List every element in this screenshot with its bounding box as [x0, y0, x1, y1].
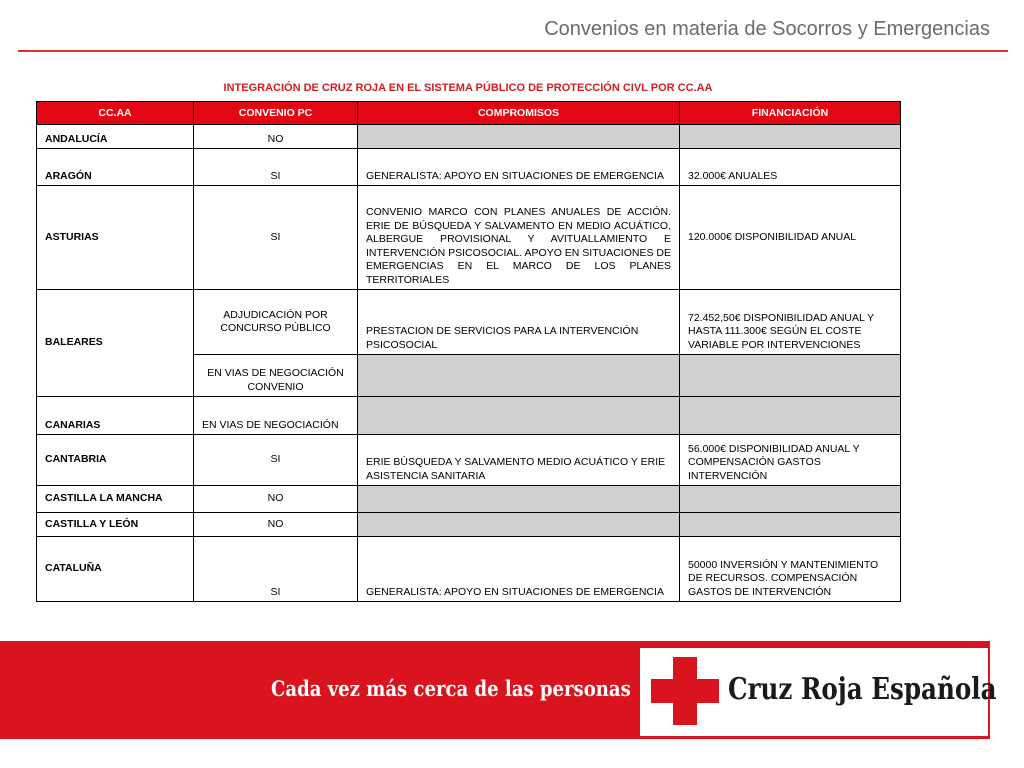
- cell-convenio: NO: [194, 486, 358, 513]
- cell-compromisos: PRESTACION DE SERVICIOS PARA LA INTERVENCIÓN PSICOSOCIAL: [358, 290, 680, 355]
- cell-compromisos: [358, 125, 680, 149]
- table-row: [37, 125, 901, 149]
- slide-title: Convenios en materia de Socorros y Emergencias: [544, 18, 990, 40]
- cell-ccaa: CANARIAS: [37, 397, 194, 435]
- cell-financiacion: [680, 355, 901, 397]
- cell-financiacion: 56.000€ DISPONIBILIDAD ANUAL Y COMPENSACIÓN GASTOS INTERVENCIÓN: [680, 435, 901, 486]
- cell-financiacion: [680, 513, 901, 537]
- table-caption: INTEGRACIÓN DE CRUZ ROJA EN EL SISTEMA PÚBLICO DE PROTECCIÓN CIVL POR CC.AA: [223, 82, 713, 94]
- cell-convenio: SI: [194, 186, 358, 290]
- cell-compromisos: ERIE BÚSQUEDA Y SALVAMENTO MEDIO ACUÁTICO Y ERIE ASISTENCIA SANITARIA: [358, 435, 680, 486]
- cell-financiacion: [680, 125, 901, 149]
- cell-financiacion: 50000 INVERSIÓN Y MANTENIMIENTO DE RECURSOS. COMPENSACIÓN GASTOS DE INTERVENCIÓN: [680, 537, 901, 602]
- cell-compromisos: CONVENIO MARCO CON PLANES ANUALES DE ACCIÓN. ERIE DE BÚSQUEDA Y SALVAMENTO EN MEDIO ACUÁTICO, ALBERGUE PROVISIONAL Y AVITUALLAMIENTO E INTERVENCIÓN PSICOSOCIAL. APOYO EN SITUACIONES DE EMERGENCIAS EN EL MARCO DE LOS PLANES TERRITORIALES: [358, 186, 680, 290]
- table-row: [37, 513, 901, 537]
- cell-ccaa: ASTURIAS: [37, 186, 194, 290]
- footer-slogan: Cada vez más cerca de las personas: [271, 676, 631, 701]
- table-row: [37, 435, 901, 486]
- red-cross-icon: [651, 657, 719, 725]
- cell-financiacion: 120.000€ DISPONIBILIDAD ANUAL: [680, 186, 901, 290]
- cell-compromisos: [358, 397, 680, 435]
- table-row: [37, 186, 901, 290]
- table-row: [37, 537, 901, 602]
- cell-convenio: SI: [194, 149, 358, 186]
- column-header-convenio: CONVENIO PC: [194, 102, 358, 125]
- cell-financiacion: 72.452,50€ DISPONIBILIDAD ANUAL Y HASTA 111.300€ SEGÚN EL COSTE VARIABLE POR INTERVENCIONES: [680, 290, 901, 355]
- column-header-compromisos: COMPROMISOS: [358, 102, 680, 125]
- table-row: [37, 397, 901, 435]
- cell-compromisos: [358, 355, 680, 397]
- cell-convenio: ADJUDICACIÓN POR CONCURSO PÚBLICO: [194, 290, 358, 355]
- convenios-table: [36, 101, 901, 602]
- cell-convenio: SI: [194, 435, 358, 486]
- cell-ccaa: CATALUÑA: [37, 537, 194, 602]
- cell-convenio: EN VIAS DE NEGOCIACIÓN: [194, 397, 358, 435]
- cell-ccaa: CANTABRIA: [37, 435, 194, 486]
- table-row: [37, 149, 901, 186]
- cell-ccaa: ARAGÓN: [37, 149, 194, 186]
- title-divider: [18, 50, 1008, 52]
- table-row: [37, 486, 901, 513]
- cell-ccaa: ANDALUCÍA: [37, 125, 194, 149]
- cell-convenio: EN VIAS DE NEGOCIACIÓN CONVENIO: [194, 355, 358, 397]
- cell-financiacion: [680, 486, 901, 513]
- column-header-ccaa: CC.AA: [37, 102, 194, 125]
- cell-compromisos: [358, 513, 680, 537]
- brand-name: Cruz Roja Española: [728, 672, 997, 707]
- cell-compromisos: GENERALISTA: APOYO EN SITUACIONES DE EMERGENCIA: [358, 149, 680, 186]
- cell-ccaa: CASTILLA LA MANCHA: [37, 486, 194, 513]
- table-row: [37, 290, 901, 355]
- column-header-financiacion: FINANCIACIÓN: [680, 102, 901, 125]
- cell-financiacion: 32.000€ ANUALES: [680, 149, 901, 186]
- cell-ccaa: CASTILLA Y LEÓN: [37, 513, 194, 537]
- cell-convenio: NO: [194, 125, 358, 149]
- cell-convenio: SI: [194, 537, 358, 602]
- cell-ccaa: BALEARES: [37, 290, 194, 397]
- cell-compromisos: GENERALISTA: APOYO EN SITUACIONES DE EMERGENCIA: [358, 537, 680, 602]
- table-header-row: [37, 102, 901, 125]
- cell-financiacion: [680, 397, 901, 435]
- cell-compromisos: [358, 486, 680, 513]
- cell-convenio: NO: [194, 513, 358, 537]
